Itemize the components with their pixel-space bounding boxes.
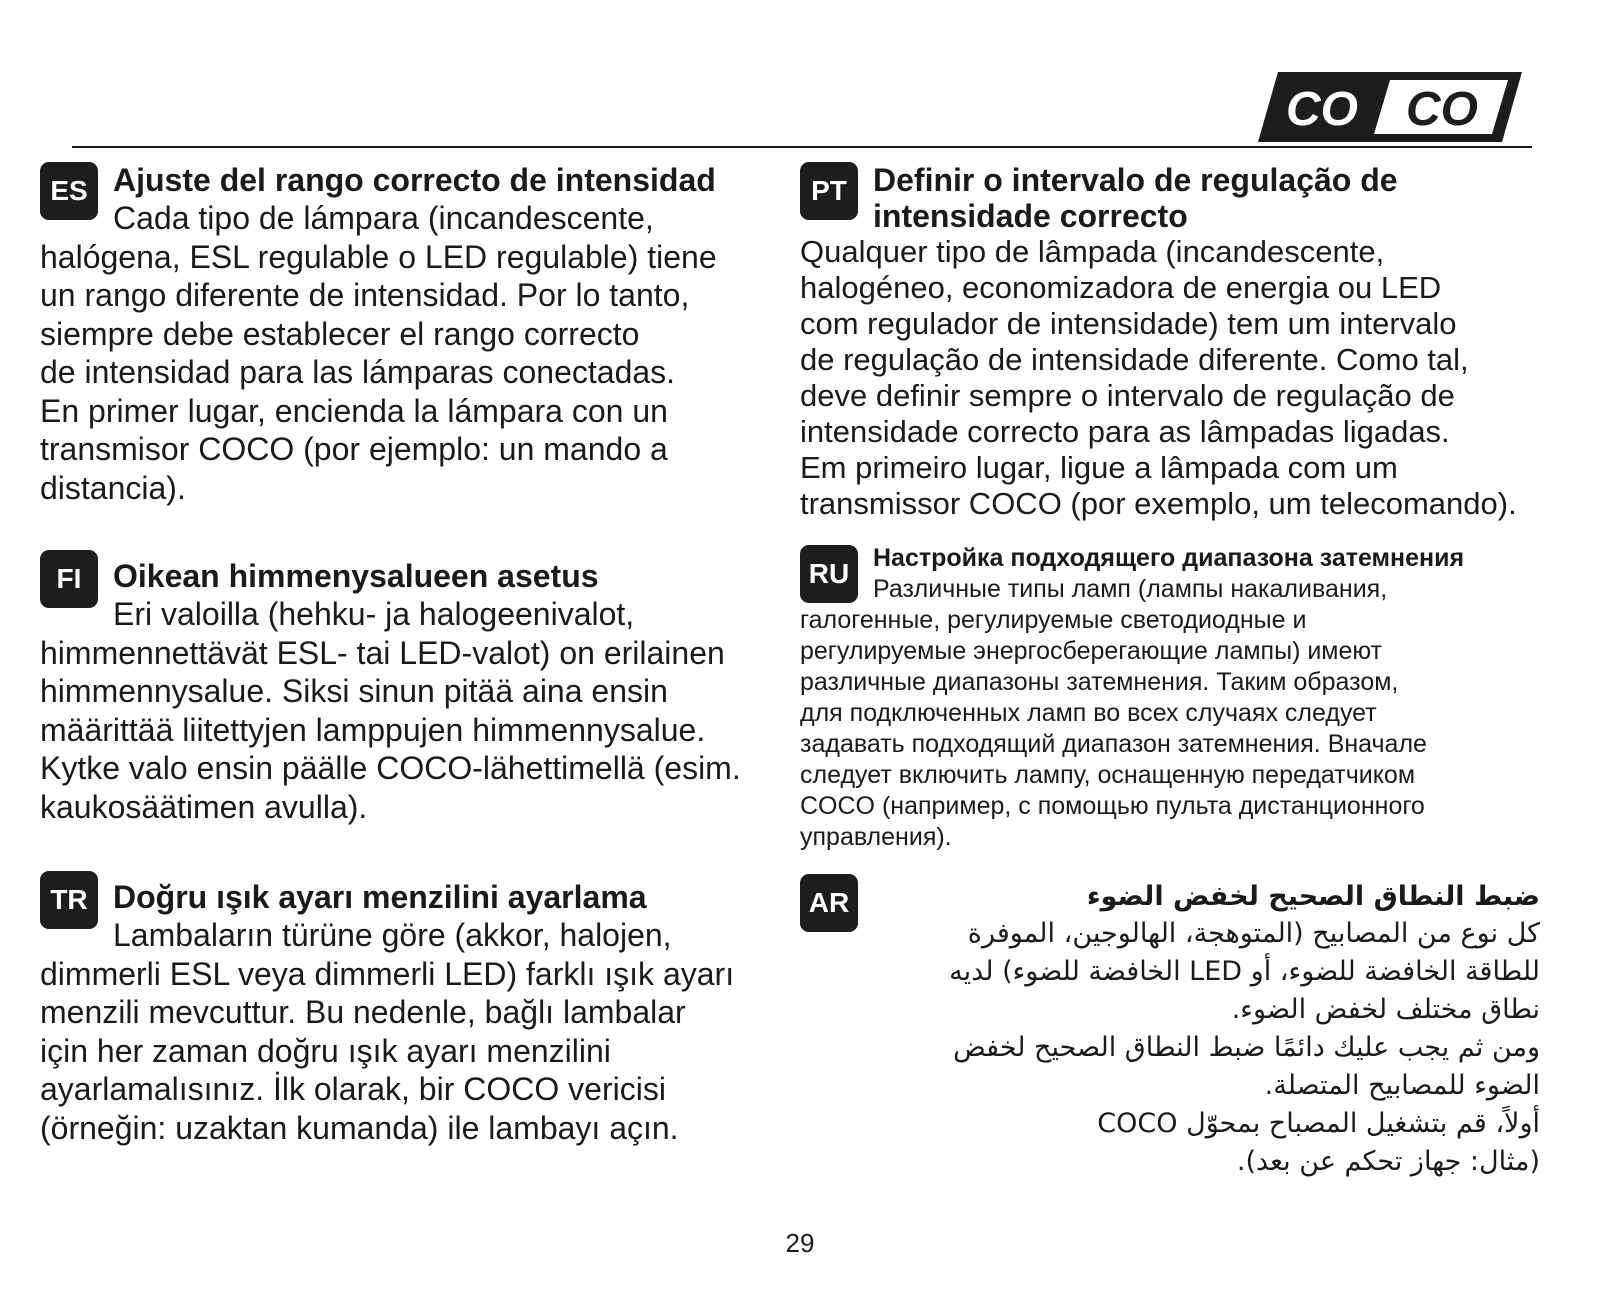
section-title: Doğru ışık ayarı menzilini ayarlama: [113, 879, 647, 915]
section-title: Настройка подходящего диапазона затемнения: [873, 544, 1465, 572]
text-line: галогенные, регулируемые светодиодные и: [800, 606, 1307, 634]
logo-text-right: CO: [1406, 83, 1478, 136]
section-es: [40, 162, 770, 507]
text-line: de regulação de intensidade diferente. Como tal,: [800, 342, 1469, 377]
language-badge-fi: FI: [40, 550, 98, 608]
coco-logo: [1256, 70, 1524, 144]
text-line: deve definir sempre o intervalo de regulação de: [800, 378, 1455, 413]
text-line: أولاً، قم بتشغيل المصباح بمحوّل COCO: [1097, 1108, 1540, 1139]
text-line: COCO (например, с помощью пульта дистанционного: [800, 792, 1425, 820]
text-line: задавать подходящий диапазон затемнения. Вначале: [800, 730, 1427, 758]
section-body: [40, 595, 770, 826]
text-line: Lambaların türüne göre (akkor, halojen,: [113, 917, 672, 953]
section-body: [40, 916, 770, 1147]
text-line: для подключенных ламп во всех случаях следует: [800, 699, 1377, 727]
text-line: الضوء للمصابيح المتصلة.: [1264, 1070, 1540, 1101]
text-line: määrittää liitettyjen lamppujen himmennysalue.: [40, 711, 706, 748]
language-badge-tr: TR: [40, 871, 98, 929]
text-line: Em primeiro lugar, ligue a lâmpada com um: [800, 450, 1398, 485]
text-line: различные диапазоны затемнения. Таким образом,: [800, 668, 1399, 696]
title-line: intensidade correcto: [873, 198, 1188, 234]
section-title: Oikean himmenysalueen asetus: [113, 558, 599, 594]
text-line: регулируемые энергосберегающие лампы) имеют: [800, 637, 1383, 665]
section-title: ضبط النطاق الصحيح لخفض الضوء: [1086, 881, 1540, 912]
text-line: Eri valoilla (hehku- ja halogeenivalot,: [113, 596, 635, 632]
text-line: un rango diferente de intensidad. Por lo tanto,: [40, 277, 690, 313]
arabic-text-block: [860, 879, 1540, 1181]
page-number: 29: [785, 1228, 815, 1258]
text-line: следует включить лампу, оснащенную передатчиком: [800, 761, 1416, 789]
text-line: نطاق مختلف لخفض الضوء.: [1231, 994, 1540, 1025]
text-line: com regulador de intensidade) tem um intervalo: [800, 306, 1457, 341]
text-line: كل نوع من المصابيح (المتوهجة، الهالوجين، الموفرة: [967, 918, 1540, 949]
text-line: menzili mevcuttur. Bu nedenle, bağlı lambalar: [40, 994, 686, 1030]
text-line: transmissor COCO (por exemplo, um telecomando).: [800, 486, 1517, 521]
section-pt: [800, 162, 1580, 522]
text-line: ومن ثم يجب عليك دائمًا ضبط النطاق الصحيح لخفض: [953, 1032, 1540, 1063]
text-line: (مثال: جهاز تحكم عن بعد).: [1236, 1146, 1540, 1177]
section-fi: [40, 558, 770, 826]
text-line: kaukosäätimen avulla).: [40, 788, 368, 825]
text-line: (örneğin: uzaktan kumanda) ile lambayı açın.: [40, 1109, 679, 1146]
section-ru: [800, 543, 1560, 853]
language-badge-ru: RU: [800, 545, 858, 603]
language-badge-es: ES: [40, 162, 98, 220]
text-line: siempre debe establecer el rango correcto: [40, 315, 640, 352]
text-line: için her zaman doğru ışık ayarı menzilini: [40, 1032, 611, 1069]
text-line: للطاقة الخافضة للضوء، أو LED الخافضة للضوء) لديه: [949, 956, 1540, 987]
text-line: Qualquer tipo de lâmpada (incandescente,: [800, 234, 1385, 269]
text-line: intensidade correcto para as lâmpadas ligadas.: [800, 414, 1450, 449]
text-line: transmisor COCO (por ejemplo: un mando a: [40, 431, 668, 467]
text-line: halogéneo, economizadora de energia ou LED: [800, 270, 1442, 305]
section-body: [800, 234, 1580, 522]
text-line: dimmerli ESL veya dimmerli LED) farklı ışık ayarı: [40, 955, 735, 992]
logo-text-left: CO: [1286, 83, 1358, 136]
header-rule: [72, 146, 1532, 148]
text-line: himmennysalue. Siksi sinun pitää aina ensin: [40, 673, 668, 709]
text-line: Kytke valo ensin päälle COCO-lähettimellä (esim.: [40, 750, 741, 786]
section-body: [40, 199, 770, 507]
section-tr: [40, 879, 770, 1147]
text-line: himmennettävät ESL- tai LED-valot) on erilainen: [40, 634, 725, 671]
text-line: ayarlamalısınız. İlk olarak, bir COCO vericisi: [40, 1071, 666, 1107]
text-line: distancia).: [40, 469, 186, 506]
section-title: [800, 162, 1580, 234]
text-line: Cada tipo de lámpara (incandescente,: [113, 200, 654, 236]
section-title: Ajuste del rango correcto de intensidad: [113, 162, 716, 198]
text-line: En primer lugar, encienda la lámpara con un: [40, 392, 668, 429]
text-line: de intensidad para las lámparas conectadas.: [40, 354, 676, 390]
language-badge-pt: PT: [800, 162, 858, 220]
language-badge-ar: AR: [800, 874, 858, 932]
text-line: управления).: [800, 823, 952, 851]
section-body: [800, 574, 1560, 853]
text-line: Различные типы ламп (лампы накаливания,: [873, 575, 1388, 603]
title-line: Definir o intervalo de regulação de: [873, 162, 1398, 198]
text-line: halógena, ESL regulable o LED regulable) tiene: [40, 238, 717, 275]
section-body: [860, 915, 1540, 1181]
